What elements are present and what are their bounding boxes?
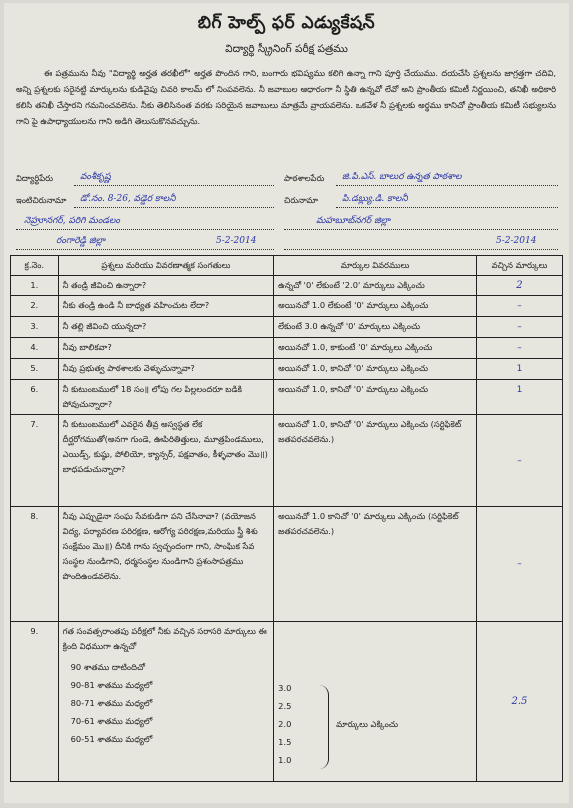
row-number: 2. bbox=[11, 296, 59, 317]
row-marks-rule: అయినచో 1.0, కాకుంటే '0' మార్కులు ఎక్కించు bbox=[274, 338, 477, 359]
row-marks-rule: అయినచో 1.0, కానిచో '0' మార్కులు ఎక్కించు (సర్టిఫికెట్ జతపరచవలెను.) bbox=[274, 415, 477, 507]
instructions bbox=[16, 65, 556, 129]
table-row-income bbox=[11, 622, 563, 782]
col-header-question: ప్రశ్నలు మరియు వివరణాత్మక సంగతులు bbox=[58, 256, 274, 276]
row-number: 6. bbox=[11, 380, 59, 415]
col-header-score: వచ్చిన మార్కులు bbox=[476, 256, 562, 276]
field-row-address bbox=[16, 195, 561, 211]
row-score[interactable]: – bbox=[517, 455, 522, 466]
school-name-label: పాఠశాలపేరు bbox=[284, 173, 325, 183]
row-number: 1. bbox=[11, 276, 59, 296]
address-label: చిరునామా bbox=[284, 195, 318, 205]
school-name-value[interactable]: జి.పి.ఎస్. బాలుర ఉన్నత పాఠశాల bbox=[342, 172, 462, 182]
table-row bbox=[11, 380, 563, 415]
row-score[interactable]: – bbox=[517, 559, 522, 569]
row-marks-rule: ఉన్నచో '0' లేకుంటే '2.0' మార్కులు ఎక్కించు bbox=[274, 276, 477, 296]
address-line-3-left-value[interactable]: నెహ్రూనగర్, పరిగి మండలం bbox=[24, 216, 121, 226]
row-marks-rule: అయినచో 1.0, కానిచో '0' మార్కులు ఎక్కించు bbox=[274, 359, 477, 380]
income-band: 70-61 శాతము మధ్యలో bbox=[70, 716, 153, 726]
address-line-3-right-value[interactable]: మహబూబ్‌నగర్ జిల్లా bbox=[316, 216, 391, 226]
home-address-label: ఇంటిచిరునామా bbox=[16, 195, 67, 205]
field-row-3 bbox=[16, 217, 561, 233]
income-band: 80-71 శాతము మధ్యలో bbox=[70, 698, 153, 708]
table-row bbox=[11, 276, 563, 296]
row-score[interactable]: 1 bbox=[516, 385, 523, 395]
income-bands bbox=[63, 658, 270, 748]
table-row bbox=[11, 359, 563, 380]
row-marks-rule: అయినచో 1.0, కానిచో '0' మార్కులు ఎక్కించు bbox=[274, 380, 477, 415]
student-name-label: విద్యార్థిపేరు bbox=[16, 173, 53, 183]
row-score[interactable]: – bbox=[517, 301, 522, 311]
row-number: 5. bbox=[11, 359, 59, 380]
income-band: 90-81 శాతము మధ్యలో bbox=[70, 680, 153, 690]
row-number: 3. bbox=[11, 317, 59, 338]
row-score[interactable]: 2 bbox=[516, 280, 523, 291]
date-left-value[interactable]: 5-2-2014 bbox=[216, 236, 257, 246]
address-line-4-left-value[interactable]: రంగారెడ్డి జిల్లా bbox=[56, 236, 106, 246]
table-row bbox=[11, 338, 563, 359]
row-score[interactable]: 1 bbox=[516, 364, 523, 374]
income-value: 1.0 bbox=[278, 755, 292, 765]
row-number: 8. bbox=[11, 507, 59, 622]
income-value-list bbox=[278, 679, 291, 769]
row-marks-rule: లేకుంటే 3.0 ఉన్నచో '0' మార్కులు ఎక్కించు bbox=[274, 317, 477, 338]
field-row-4 bbox=[16, 237, 561, 253]
row-score[interactable]: – bbox=[517, 322, 522, 332]
table-row bbox=[11, 507, 563, 622]
row-question: నీవు బాలికవా? bbox=[58, 338, 274, 359]
row-marks-rule: అయినచో 1.0 లేకుంటే '0' మార్కులు ఎక్కించు bbox=[274, 296, 477, 317]
table-row bbox=[11, 296, 563, 317]
col-header-no: క్ర.నెం. bbox=[11, 256, 59, 276]
income-band: 60-51 శాతము మధ్యలో bbox=[70, 734, 153, 744]
table-row bbox=[11, 317, 563, 338]
screening-table bbox=[10, 255, 563, 782]
income-values bbox=[278, 679, 472, 779]
page-title: బిగ్ హెల్ప్ ఫర్ ఎడ్యుకేషన్ bbox=[197, 13, 376, 33]
home-address-value[interactable]: డో.నం. 8-26, వడ్డెర కాలనీ bbox=[80, 194, 176, 204]
row-question: నీ కుటుంబములో ఎవరైన తీవ్ర అస్వస్థత లేక దీర్ఘరోగముతో(అనగా గుండె, ఊపిరితిత్తులు, మూత్రపిండములు, ఎయిడ్స్, కుష్ఠు, పోలియో, క్యాన్సర్, పక్షవాతం, కీళ్ళవాతం మొ॥) బాధపడుచున్నారా? bbox=[58, 415, 274, 507]
row-marks-rule bbox=[274, 622, 477, 782]
row-question: నీవు ప్రభుత్వ పాఠశాలకు వెళ్ళుచున్నావా? bbox=[58, 359, 274, 380]
row-question: నీకు తండ్రి ఉండి నీ బాధ్యత వహించుట లేదా? bbox=[58, 296, 274, 317]
row-number: 7. bbox=[11, 415, 59, 507]
brace-note: మార్కులు ఎక్కించు bbox=[336, 719, 398, 729]
instructions-paragraph: ఈ పత్రమును నీవు "విద్యార్థి అర్హత తరఖీలో" అర్హత పొందిన గాని, బంగారు భవిష్యము కలిగి ఉన్నా గాని పూర్తి చేయుము. దయచేసి ప్రశ్నలను జాగ్రత్తగా చదివి, అన్ని ప్రశ్నలకు సరైనట్టి మార్కులను కుడివైపు చివరి కాలమ్ లో నింపవలెను. నీ జవాబుల ఆధారంగా నీ స్థితి ఉన్నవో లేవో అని ప్రాంతీయ కమిటీ నిర్ణయించి, తనిఖీ అధికారి కలిసి తనిఖీ చేస్తారని గమనించవలెను. నీకు తెలిసినంత వరకు సరియైన జవాబులు మాత్రమే వ్రాయవలెను. ఒకవేళ నీ ప్రశ్నలకు అర్థము కానిచో ప్రాంతీయ కమిటీ సభ్యులను గాని పై ఉపాధ్యాయులను గాని అడిగి తెలుసుకొనవచ్చును. bbox=[16, 68, 556, 126]
form-sheet bbox=[4, 3, 569, 803]
income-value: 2.5 bbox=[278, 701, 292, 711]
row-score[interactable]: – bbox=[517, 343, 522, 353]
page-subtitle: విద్యార్థి స్క్రీనింగ్ పరీక్ష పత్రము bbox=[225, 43, 348, 55]
income-band: 90 శాతము దాటిందిచో bbox=[70, 662, 145, 672]
income-value: 2.0 bbox=[278, 719, 292, 729]
row-question: నీ తండ్రి జీవించి ఉన్నారా? bbox=[58, 276, 274, 296]
table-row bbox=[11, 415, 563, 507]
row-marks-rule: అయినచో 1.0 కానిచో '0' మార్కులు ఎక్కించు (సర్టిఫికెట్ జతపరచవలెను.) bbox=[274, 507, 477, 622]
row-question: నీ కుటుంబములో 18 సం॥ లోపు గల పిల్లలందరూ బడికి పోవుచున్నారా? bbox=[58, 380, 274, 415]
income-value: 1.5 bbox=[278, 737, 292, 747]
row-question: నీ తల్లి జీవించి యున్నదా? bbox=[58, 317, 274, 338]
row-number: 4. bbox=[11, 338, 59, 359]
row-question bbox=[58, 622, 274, 782]
row-question: నీవు ఎప్పుడైనా సంఘ సేవకుడిగా పని చేసినావా? (వయోజన విద్య, పర్యావరణ పరిరక్షణ, ఆరోగ్య పరిరక్షణ,మరియు స్త్రీ శిశు సంక్షేమం మొ॥) దీనికి గాను స్వచ్ఛందంగా గాని, సాంఘిక సేవ సంస్థల నుండిగాని, ధర్మసంస్థల నుండిగాని ప్రశంసాపత్రము పొందిఉండవలెను. bbox=[58, 507, 274, 622]
row-score[interactable]: 2.5 bbox=[511, 696, 528, 707]
col-header-marks-details: మార్కుల వివరములు bbox=[274, 256, 477, 276]
table-header-row bbox=[11, 256, 563, 276]
income-question: గత సంవత్సరాంతపు పరీక్షలో నీకు వచ్చిన సరాసరి మార్కులు ఈ క్రింది విధముగా ఉన్నచో bbox=[62, 626, 267, 651]
brace-icon bbox=[318, 685, 329, 769]
income-value: 3.0 bbox=[278, 683, 292, 693]
date-right-value[interactable]: 5-2-2014 bbox=[496, 236, 537, 246]
address-value[interactable]: పి.డబ్ల్యు.డి. కాలనీ bbox=[342, 194, 408, 204]
field-row-name bbox=[16, 173, 561, 189]
student-name-value[interactable]: వంశీకృష్ణ bbox=[80, 172, 111, 182]
row-number: 9. bbox=[11, 622, 59, 782]
